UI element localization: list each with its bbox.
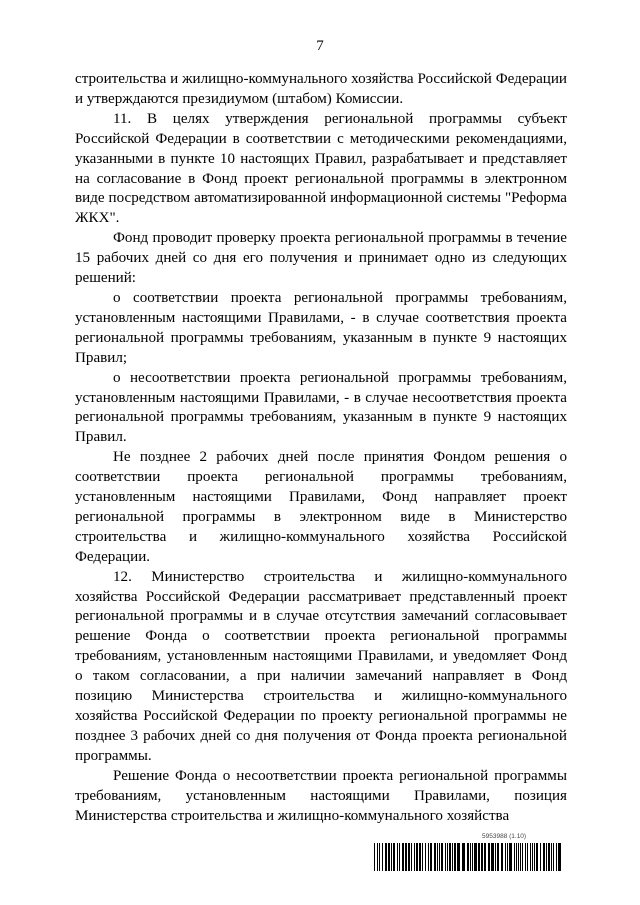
paragraph-item-11: 11. В целях утверждения региональной программы субъект Российской Федерации в соответствии с методическими рекомендациями, указанными в пункте 10 настоящих Правил, разрабатывает и представляет на согласование в Фонд проект региональной программы в электронном виде посредством автоматизированной информационной системы "Реформа ЖКХ".	[75, 110, 567, 227]
page-number: 7	[316, 38, 324, 54]
paragraph-decision-compliance: о соответствии проекта региональной программы требованиям, установленным настоящими Правилами, - в случае соответствия проекта региональной программы требованиям, указанным в пункте 9 настоящих Правил;	[75, 289, 567, 366]
barcode-label: 5953988 (1.10)	[482, 833, 527, 840]
document-body	[75, 70, 567, 826]
paragraph-noncompliance-decision: Решение Фонда о несоответствии проекта региональной программы требованиям, установленным настоящими Правилами, позиция Министерства строительства и жилищно-коммунального хозяйства	[75, 767, 567, 824]
paragraph-fund-review: Фонд проводит проверку проекта региональной программы в течение 15 рабочих дней со дня его получения и принимает одно из следующих решений:	[75, 230, 567, 287]
paragraph-decision-noncompliance: о несоответствии проекта региональной программы требованиям, установленным настоящими Правилами, - в случае несоответствия проекта региональной программы требованиям, указанным в пункте 9 настоящих Правил.	[75, 369, 567, 446]
paragraph-item-12: 12. Министерство строительства и жилищно-коммунального хозяйства Российской Федерации рассматривает представленный проект региональной программы и в случае отсутствия замечаний согласовывает решение Фонда о соответствии проекта региональной программы требованиям, установленным настоящими Правилами, и уведомляет Фонд о таком согласовании, а при наличии замечаний направляет в Фонд позицию Министерства строительства и жилищно-коммунального хозяйства Российской Федерации по проекту региональной программы не позднее 3 рабочих дней со дня получения от Фонда проекта региональной программы.	[75, 568, 567, 764]
barcode-image	[374, 843, 564, 871]
paragraph-ministry-submission: Не позднее 2 рабочих дней после принятия Фондом решения о соответствии проекта региональной программы требованиям, установленным настоящими Правилами, Фонд направляет проект региональной программы в электронном виде в Министерство строительства и жилищно-коммунального хозяйства Российской Федерации.	[75, 449, 567, 565]
paragraph-continuation: строительства и жилищно-коммунального хозяйства Российской Федерации и утверждаются президиумом (штабом) Комиссии.	[75, 71, 567, 107]
